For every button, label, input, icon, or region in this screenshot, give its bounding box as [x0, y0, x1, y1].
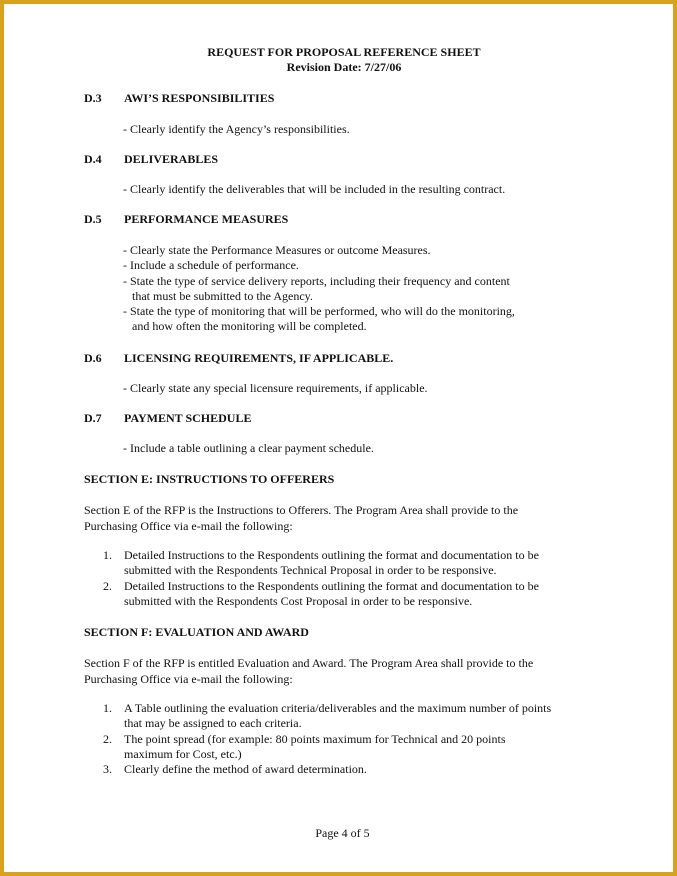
- heading-section-f: [84, 625, 309, 640]
- document-header: [84, 45, 604, 75]
- heading-d6: [84, 351, 393, 366]
- list-line: The point spread (for example: 80 points maximum for Technical and 20 points: [124, 731, 506, 746]
- revision-date: Revision Date: 7/27/06: [286, 60, 402, 74]
- bullet-line: - State the type of monitoring that will be performed, who will do the monitoring,: [123, 304, 515, 319]
- paragraph-line: Purchasing Office via e-mail the following:: [84, 672, 293, 686]
- page-number: Page 4 of 5: [315, 826, 370, 840]
- list-line: maximum for Cost, etc.): [124, 746, 242, 761]
- list-number: 1.: [103, 548, 112, 562]
- heading-number: D.3: [84, 91, 102, 105]
- heading-number: D.4: [84, 152, 102, 166]
- heading-number: D.5: [84, 212, 102, 226]
- heading-d5: [84, 212, 288, 227]
- bullet-continuation: and how often the monitoring will be completed.: [132, 319, 367, 334]
- list-number: 3.: [103, 762, 112, 777]
- bullet-line: - Clearly state any special licensure requirements, if applicable.: [123, 381, 428, 395]
- heading-title: AWI’S RESPONSIBILITIES: [124, 91, 275, 105]
- list-section-e: [84, 548, 539, 609]
- list-line: Detailed Instructions to the Respondents outlining the format and documentation to be: [124, 578, 539, 593]
- list-line: submitted with the Respondents Technical Proposal in order to be responsive.: [124, 563, 497, 578]
- bullets-d7: [123, 441, 374, 456]
- heading-title: PERFORMANCE MEASURES: [124, 212, 289, 226]
- heading-title: LICENSING REQUIREMENTS, IF APPLICABLE.: [124, 351, 394, 365]
- list-item: [84, 732, 551, 763]
- heading-title: SECTION E: INSTRUCTIONS TO OFFERERS: [84, 472, 335, 486]
- list-line: A Table outlining the evaluation criteria/deliverables and the maximum number of points: [124, 701, 552, 715]
- paragraph-line: Purchasing Office via e-mail the following:: [84, 519, 293, 533]
- heading-title: DELIVERABLES: [124, 152, 219, 166]
- paragraph-section-e: [84, 502, 604, 534]
- heading-title: PAYMENT SCHEDULE: [124, 411, 252, 425]
- bullet-continuation: that must be submitted to the Agency.: [132, 288, 313, 303]
- list-line: Detailed Instructions to the Respondents outlining the format and documentation to be: [124, 548, 539, 562]
- list-number: 2.: [103, 578, 112, 593]
- heading-d7: [84, 411, 251, 426]
- bullet-line: - Include a table outlining a clear payment schedule.: [123, 441, 374, 455]
- list-line: Clearly define the method of award determination.: [124, 762, 367, 777]
- list-number: 2.: [103, 731, 112, 746]
- heading-d3: [84, 91, 274, 106]
- paragraph-line: Section F of the RFP is entitled Evaluation and Award. The Program Area shall provide to the: [84, 656, 534, 670]
- heading-title: SECTION F: EVALUATION AND AWARD: [84, 625, 309, 639]
- list-item: [84, 548, 539, 579]
- bullet-line: - State the type of service delivery reports, including their frequency and content: [123, 273, 510, 288]
- heading-number: D.6: [84, 351, 102, 365]
- document-title: REQUEST FOR PROPOSAL REFERENCE SHEET: [207, 45, 481, 59]
- bullets-d3: [123, 122, 350, 137]
- heading-number: D.7: [84, 411, 102, 425]
- list-item: [84, 579, 539, 610]
- bullet-line: - Clearly identify the Agency’s responsibilities.: [123, 122, 350, 136]
- heading-d4: [84, 152, 218, 167]
- paragraph-line: Section E of the RFP is the Instructions to Offerers. The Program Area shall provide to the: [84, 503, 519, 517]
- bullet-line: - Clearly identify the deliverables that will be included in the resulting contract.: [123, 182, 506, 196]
- list-section-f: [84, 701, 551, 777]
- list-item: [84, 762, 551, 777]
- bullet-line: - Include a schedule of performance.: [123, 258, 299, 273]
- list-number: 1.: [103, 701, 112, 715]
- bullet-line: - Clearly state the Performance Measures or outcome Measures.: [123, 243, 431, 257]
- bullets-d6: [123, 381, 428, 396]
- heading-section-e: [84, 472, 334, 487]
- bullets-d5: [123, 243, 515, 335]
- bullets-d4: [123, 182, 505, 197]
- list-item: [84, 701, 551, 732]
- list-line: that may be assigned to each criteria.: [124, 716, 302, 731]
- list-line: submitted with the Respondents Cost Proposal in order to be responsive.: [124, 593, 473, 608]
- paragraph-section-f: [84, 655, 604, 687]
